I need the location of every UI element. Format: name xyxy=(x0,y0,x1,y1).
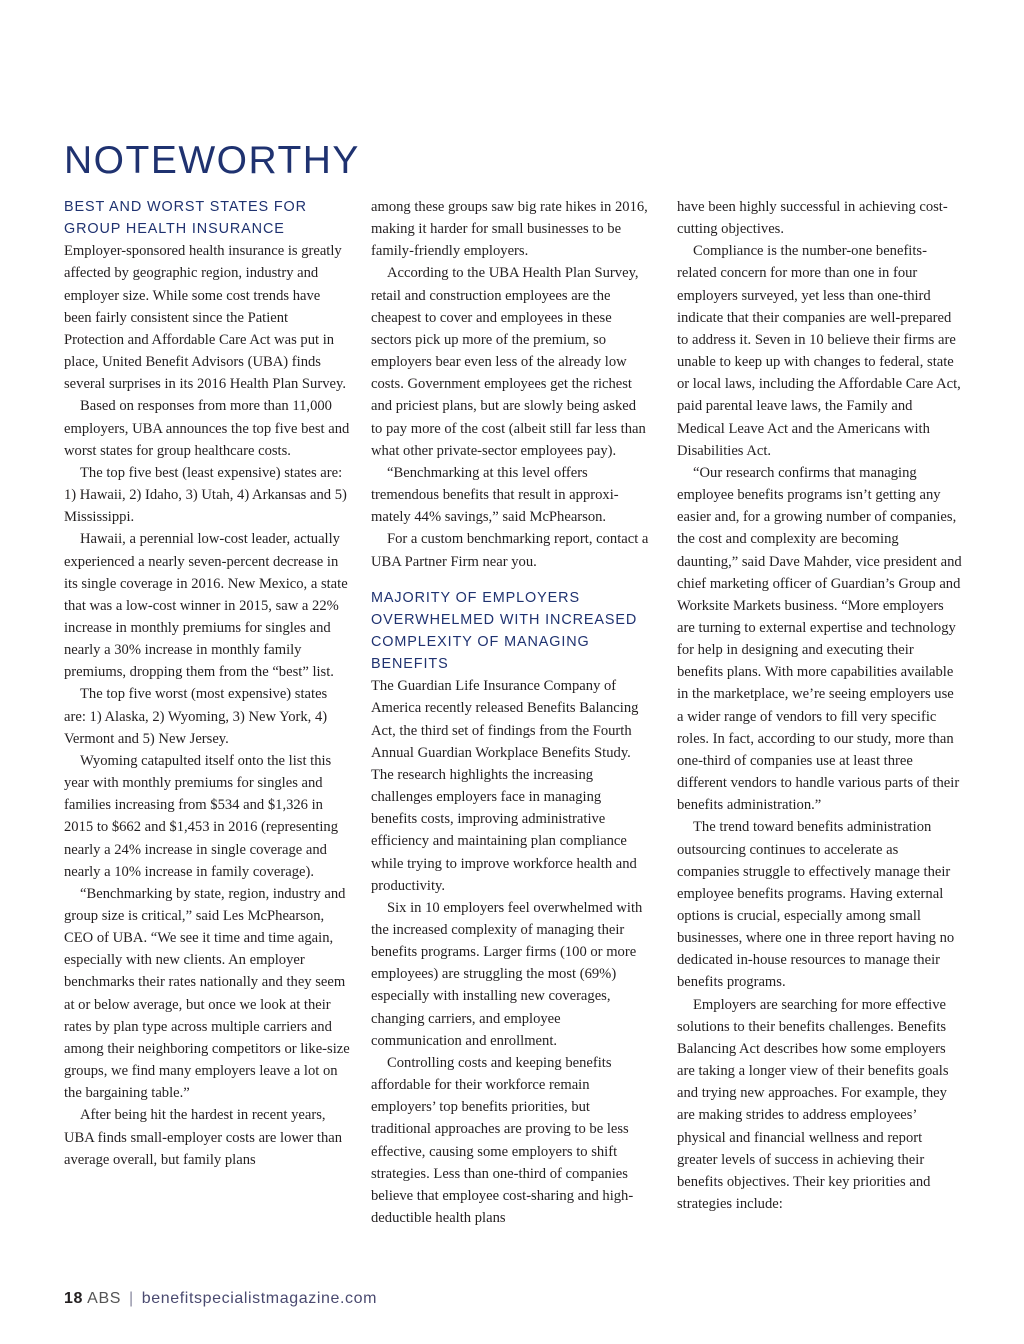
website-link[interactable]: benefitspecialistmagazine.com xyxy=(141,1290,378,1307)
paragraph: After being hit the hardest in recent years, UBA finds small-employer costs are lower than average overall, but family plans xyxy=(64,1107,343,1168)
paragraph: The top five best (least expensive) states are: 1) Hawaii, 2) Idaho, 3) Utah, 4) Arkansas and 5) Mississippi. xyxy=(64,464,347,526)
publication-name: ABS xyxy=(87,1290,121,1307)
paragraph: Compliance is the number-one benefits-related concern for more than one in four employers surveyed, yet less than one-third indicate that their companies are well-prepared to address it. Seven in 10 believe their firms are unable to keep up with changes to federal, state or local laws, including the Affordable Care Act, paid parental leave laws, the Family and Medical Leave Act and the Americans with Disabilities Act. xyxy=(677,243,961,459)
paragraph: Employers are searching for more effective solutions to their benefits challenges. Benefits Balancing Act describes how some employers are taking a longer view of their benefits goals and trying new approaches. For example, they are making strides to address employees’ physical and financial wellness and report greater levels of success in achieving their benefits objectives. Their key priorities and strategies include: xyxy=(677,996,949,1213)
section-heading: BEST AND WORST STATES FOR GROUP HEALTH INSURANCE xyxy=(64,199,307,238)
paragraph: “Benchmarking at this level offers tremendous benefits that result in approximately 44% savings,” said McPhearson. xyxy=(371,464,619,526)
section-heading: MAJORITY OF EMPLOYERS OVERWHELMED WITH INCREASED COMPLEXITY OF MANAGING BENEFITS xyxy=(371,589,638,673)
paragraph: The trend toward benefits administration outsourcing continues to accelerate as companies struggle to effectively manage their employee benefits programs. Having external options is crucial, especially among small businesses, where one in three report having no dedicated in-house resources to manage their benefits programs. xyxy=(677,819,955,991)
column-3 xyxy=(677,196,963,1215)
paragraph: For a custom benchmarking report, contact a UBA Partner Firm near you. xyxy=(371,531,649,570)
paragraph: The top five worst (most expensive) states are: 1) Alaska, 2) Wyoming, 3) New York, 4) Vermont and 5) New Jersey. xyxy=(64,686,328,747)
page-footer xyxy=(64,1290,377,1308)
paragraph: Hawaii, a perennial low-cost leader, actually experienced a nearly seven-percent decrease in its single coverage in 2016. New Mexico, a state that was a low-cost winner in 2015, saw a 22% increase in monthly premiums for singles and nearly a 30% increase in monthly family premiums, dropping them from the “best” list. xyxy=(64,531,348,681)
paragraph: Six in 10 employers feel overwhelmed with the increased complexity of managing their benefits programs. Larger firms (100 or more employees) are struggling the most (69%) especially with installing new coverages, changing carriers, and employee communication and enrollment. xyxy=(371,899,643,1049)
page-title: NOTEWORTHY xyxy=(64,139,360,182)
page-number: 18 xyxy=(64,1290,83,1307)
paragraph: Employer-sponsored health insurance is greatly affected by geographic region, industry and employer size. While some cost trends have been fairly consistent since the Patient Protection and Affordable Care Act was put in place, United Benefit Advisors (UBA) finds several surprises in its 2016 Health Plan Survey. xyxy=(64,243,346,393)
paragraph: Wyoming catapulted itself onto the list this year with monthly premiums for singles and families increasing from $534 and $1,326 in 2015 to $662 and $1,453 in 2016 (representing nearly a 24% increase in single coverage and nearly a 10% increase in family coverage). xyxy=(64,752,338,880)
paragraph: Based on responses from more than 11,000 employers, UBA announces the top five best and worst states for group healthcare costs. xyxy=(64,398,350,459)
paragraph: “Our research confirms that managing employee benefits programs isn’t getting any easier and, for a growing number of companies, the cost and complexity are becoming daunting,” said Dave Mahder, vice president and chief marketing officer of Guardian’s Group and Worksite Markets business. “More employers are turning to external expertise and technology for help in designing and executing their benefits plans. With more capabilities available in the marketplace, we’re seeing employers use a wider range of vendors to fill very specific roles. In fact, according to our study, more than one-third of companies use at least three different vendors to handle various parts of their benefits administration.” xyxy=(677,464,962,814)
paragraph: “Benchmarking by state, region, industry and group size is critical,” said Les McPhearson, CEO of UBA. “We see it time and time again, especially with new clients. An employer benchmarks their rates nationally and they seem at or below average, but once we look at their rates by plan type across multiple carriers and among their neighboring competitors or like-size groups, we find many employers leave a lot on the bargaining table.” xyxy=(64,885,350,1102)
footer-separator: | xyxy=(129,1290,134,1307)
paragraph: among these groups saw big rate hikes in 2016, making it harder for small businesses to be family-friendly employers. xyxy=(371,199,648,260)
column-2 xyxy=(371,196,649,1229)
paragraph: have been highly successful in achieving cost-cutting objectives. xyxy=(677,199,948,238)
paragraph: According to the UBA Health Plan Survey, retail and construction employees are the cheapest to cover and employees in these sectors pick up more of the premium, so employers bear even less of the already low costs. Government employees get the richest and priciest plans, but are slowly being asked to pay more of the cost (albeit still far less than what other private-sector employees pay). xyxy=(371,265,646,459)
column-1 xyxy=(64,196,350,1171)
paragraph: The Guardian Life Insurance Company of America recently released Benefits Balancing Act, the third set of findings from the Fourth Annual Guardian Workplace Benefits Study. The research highlights the increasing challenges employers face in managing benefits costs, improving administrative efficiency and maintaining plan compliance while trying to improve workforce health and productivity. xyxy=(371,678,639,894)
paragraph: Controlling costs and keeping benefits affordable for their workforce remain employers’ top benefits priorities, but traditional approaches are proving to be less effective, causing some employers to shift strategies. Less than one-third of companies believe that employee cost-sharing and high-deductible health plans xyxy=(371,1054,634,1227)
